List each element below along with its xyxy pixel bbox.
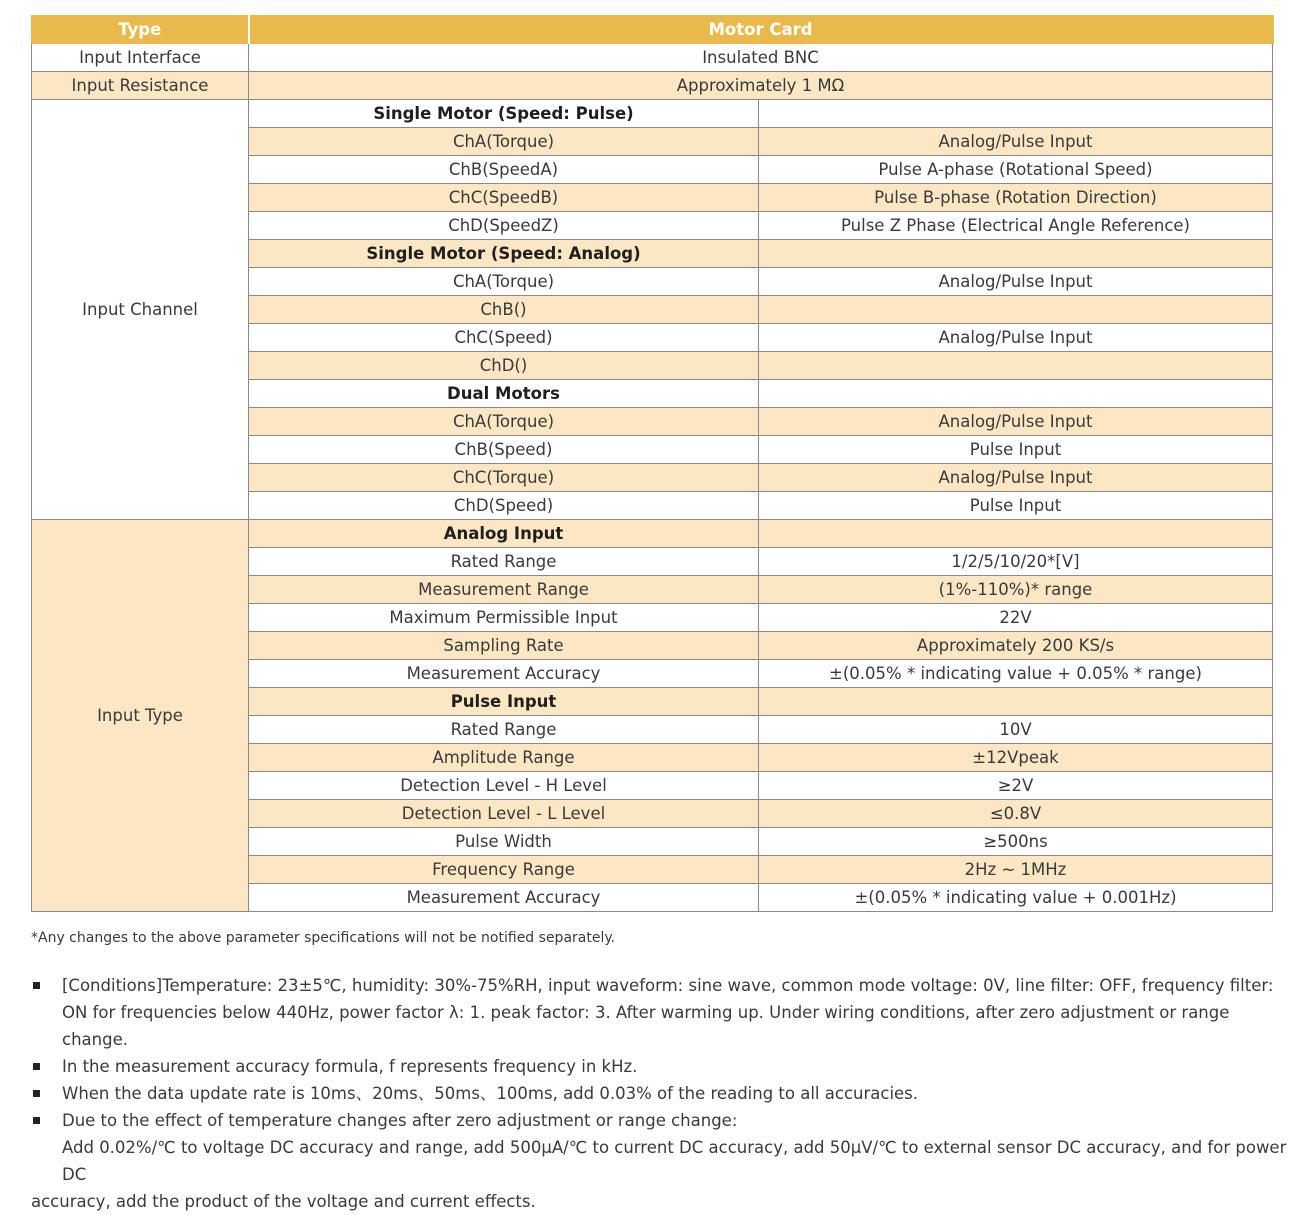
param-value: ±(0.05% * indicating value + 0.001Hz) (759, 884, 1273, 912)
param-value (759, 100, 1273, 128)
note-line: Add 0.02%/℃ to voltage DC accuracy and range, add 500μA/℃ to current DC accuracy, add 50μV/℃ to external sensor DC accuracy, and for power DC (62, 1138, 1287, 1184)
notes-list (31, 972, 1296, 1215)
param-name: Maximum Permissible Input (249, 604, 759, 632)
note-line: [Conditions]Temperature: 23±5℃, humidity: 30%-75%RH, input waveform: sine wave, common mode voltage: 0V, line filter: OFF, frequency filter: (62, 976, 1274, 995)
list-item (31, 1053, 1296, 1080)
param-name: ChC(SpeedB) (249, 184, 759, 212)
note-line: accuracy, add the product of the voltage and current effects. (31, 1192, 536, 1211)
param-name: Rated Range (249, 548, 759, 576)
param-value (759, 352, 1273, 380)
param-value: Pulse B-phase (Rotation Direction) (759, 184, 1273, 212)
param-value (759, 240, 1273, 268)
spec-table (31, 15, 1274, 912)
param-name: Amplitude Range (249, 744, 759, 772)
param-name: Detection Level - L Level (249, 800, 759, 828)
note-line: In the measurement accuracy formula, f represents frequency in kHz. (62, 1057, 638, 1076)
param-value (759, 296, 1273, 324)
table-body (32, 44, 1273, 912)
param-value: 2Hz ~ 1MHz (759, 856, 1273, 884)
section-title: Single Motor (Speed: Analog) (249, 240, 759, 268)
param-value: Analog/Pulse Input (759, 324, 1273, 352)
param-value: Pulse Input (759, 436, 1273, 464)
group-label: Input Type (32, 520, 249, 912)
note-line: ON for frequencies below 440Hz, power factor λ: 1. peak factor: 3. After warming up. Under wiring conditions, after zero adjustment or range change. (62, 1003, 1230, 1049)
param-value: 22V (759, 604, 1273, 632)
param-value: Pulse Z Phase (Electrical Angle Reference) (759, 212, 1273, 240)
param-name: ChA(Torque) (249, 268, 759, 296)
param-value: Pulse A-phase (Rotational Speed) (759, 156, 1273, 184)
param-name: ChB(Speed) (249, 436, 759, 464)
param-value (759, 380, 1273, 408)
list-item (31, 1107, 1296, 1215)
param-value: Analog/Pulse Input (759, 464, 1273, 492)
param-name: ChA(Torque) (249, 128, 759, 156)
param-name: Sampling Rate (249, 632, 759, 660)
table-row (32, 44, 1273, 72)
param-value: Approximately 200 KS/s (759, 632, 1273, 660)
section-title: Analog Input (249, 520, 759, 548)
row-label: Input Resistance (32, 72, 249, 100)
row-value: Approximately 1 MΩ (249, 72, 1273, 100)
param-name: Measurement Accuracy (249, 884, 759, 912)
list-item (31, 972, 1296, 1053)
note-line: When the data update rate is 10ms、20ms、50ms、100ms, add 0.03% of the reading to all accuracies. (62, 1084, 919, 1103)
section-title: Dual Motors (249, 380, 759, 408)
section-row (32, 100, 1273, 128)
param-name: Frequency Range (249, 856, 759, 884)
param-value: (1%-110%)* range (759, 576, 1273, 604)
param-value: Analog/Pulse Input (759, 408, 1273, 436)
param-name: ChA(Torque) (249, 408, 759, 436)
param-name: ChC(Torque) (249, 464, 759, 492)
param-name: Measurement Range (249, 576, 759, 604)
param-value: ±12Vpeak (759, 744, 1273, 772)
header-type: Type (32, 16, 249, 44)
table-header-row (32, 16, 1273, 44)
param-value (759, 520, 1273, 548)
list-item (31, 1080, 1296, 1107)
table-row (32, 72, 1273, 100)
param-name: ChD() (249, 352, 759, 380)
section-title: Single Motor (Speed: Pulse) (249, 100, 759, 128)
param-value: 1/2/5/10/20*[V] (759, 548, 1273, 576)
param-value (759, 688, 1273, 716)
param-name: ChD(SpeedZ) (249, 212, 759, 240)
param-value: ±(0.05% * indicating value + 0.05% * range) (759, 660, 1273, 688)
param-name: ChC(Speed) (249, 324, 759, 352)
param-value: 10V (759, 716, 1273, 744)
param-name: Detection Level - H Level (249, 772, 759, 800)
section-title: Pulse Input (249, 688, 759, 716)
param-name: ChD(Speed) (249, 492, 759, 520)
param-name: ChB(SpeedA) (249, 156, 759, 184)
param-value: Analog/Pulse Input (759, 128, 1273, 156)
param-name: Pulse Width (249, 828, 759, 856)
param-value: Analog/Pulse Input (759, 268, 1273, 296)
row-value: Insulated BNC (249, 44, 1273, 72)
param-value: ≥500ns (759, 828, 1273, 856)
param-name: Rated Range (249, 716, 759, 744)
section-row (32, 520, 1273, 548)
param-value: ≤0.8V (759, 800, 1273, 828)
row-label: Input Interface (32, 44, 249, 72)
header-motor-card: Motor Card (249, 16, 1273, 44)
param-name: ChB() (249, 296, 759, 324)
param-name: Measurement Accuracy (249, 660, 759, 688)
group-label: Input Channel (32, 100, 249, 520)
param-value: Pulse Input (759, 492, 1273, 520)
footnote: *Any changes to the above parameter specifications will not be notified separately. (31, 930, 616, 946)
param-value: ≥2V (759, 772, 1273, 800)
note-line: Due to the effect of temperature changes after zero adjustment or range change: (62, 1111, 738, 1130)
